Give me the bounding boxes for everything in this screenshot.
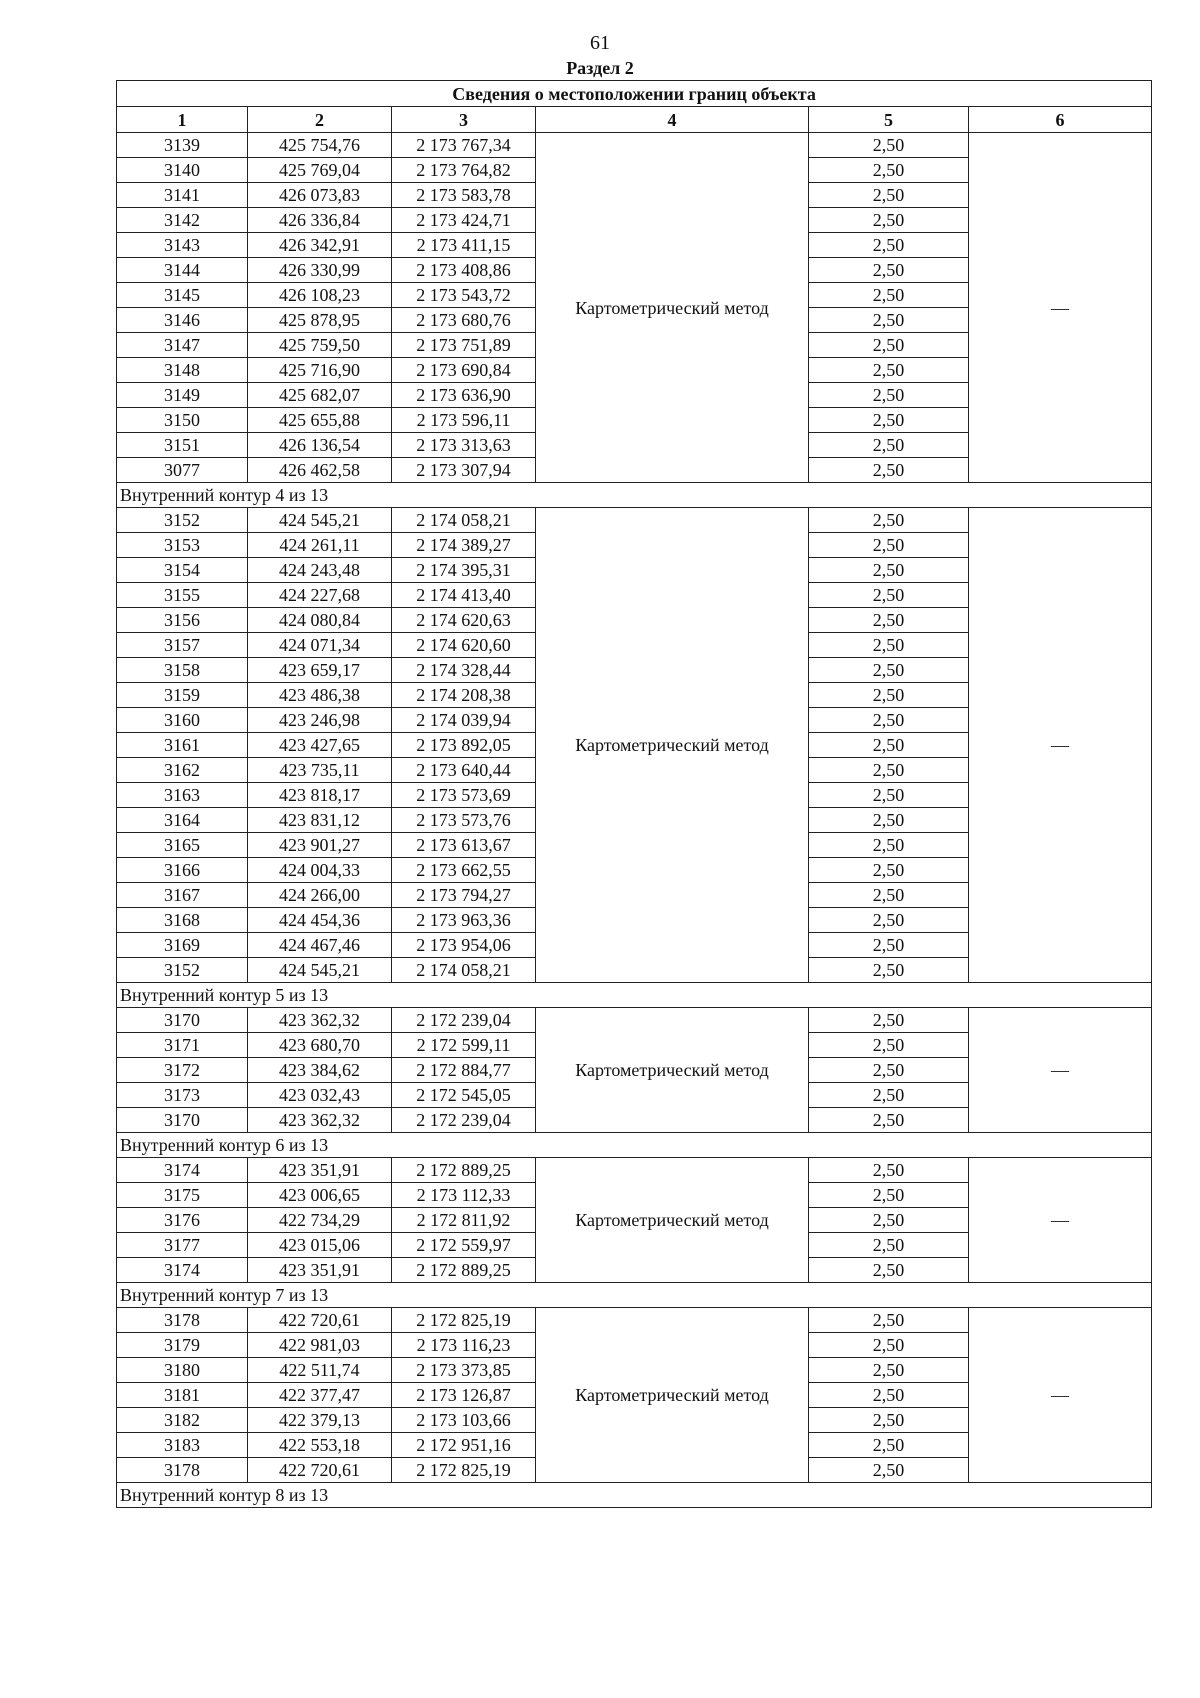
accuracy-value: 2,50 <box>809 1358 969 1383</box>
coordinate-y: 2 172 545,05 <box>392 1083 536 1108</box>
coordinate-y: 2 173 640,44 <box>392 758 536 783</box>
accuracy-value: 2,50 <box>809 133 969 158</box>
point-number: 3149 <box>117 383 248 408</box>
coordinate-x: 425 655,88 <box>248 408 392 433</box>
coordinate-y: 2 174 328,44 <box>392 658 536 683</box>
coordinate-x: 422 377,47 <box>248 1383 392 1408</box>
accuracy-value: 2,50 <box>809 608 969 633</box>
coordinate-x: 425 769,04 <box>248 158 392 183</box>
coordinate-y: 2 173 613,67 <box>392 833 536 858</box>
coordinate-y: 2 173 543,72 <box>392 283 536 308</box>
coordinate-x: 426 342,91 <box>248 233 392 258</box>
coordinate-x: 422 720,61 <box>248 1458 392 1483</box>
accuracy-value: 2,50 <box>809 583 969 608</box>
accuracy-value: 2,50 <box>809 933 969 958</box>
coordinate-y: 2 173 680,76 <box>392 308 536 333</box>
coordinate-x: 422 511,74 <box>248 1358 392 1383</box>
accuracy-value: 2,50 <box>809 433 969 458</box>
point-number: 3178 <box>117 1458 248 1483</box>
section-title: Раздел 2 <box>566 58 634 78</box>
coordinate-x: 422 553,18 <box>248 1433 392 1458</box>
coordinate-y: 2 174 389,27 <box>392 533 536 558</box>
point-number: 3154 <box>117 558 248 583</box>
coordinate-y: 2 172 559,97 <box>392 1233 536 1258</box>
column-6-value: — <box>969 1008 1152 1133</box>
coordinate-y: 2 173 313,63 <box>392 433 536 458</box>
point-number: 3150 <box>117 408 248 433</box>
coordinate-x: 422 734,29 <box>248 1208 392 1233</box>
accuracy-value: 2,50 <box>809 733 969 758</box>
accuracy-value: 2,50 <box>809 1333 969 1358</box>
accuracy-value: 2,50 <box>809 1383 969 1408</box>
point-number: 3156 <box>117 608 248 633</box>
accuracy-value: 2,50 <box>809 183 969 208</box>
coordinate-y: 2 172 889,25 <box>392 1158 536 1183</box>
coordinate-x: 426 108,23 <box>248 283 392 308</box>
accuracy-value: 2,50 <box>809 1233 969 1258</box>
coordinate-y: 2 173 411,15 <box>392 233 536 258</box>
accuracy-value: 2,50 <box>809 458 969 483</box>
accuracy-value: 2,50 <box>809 533 969 558</box>
point-number: 3146 <box>117 308 248 333</box>
accuracy-value: 2,50 <box>809 708 969 733</box>
coordinate-y: 2 174 058,21 <box>392 508 536 533</box>
table-row <box>117 508 1152 533</box>
point-number: 3145 <box>117 283 248 308</box>
contour-label-row <box>117 1283 1152 1308</box>
contour-label: Внутренний контур 8 из 13 <box>117 1483 1152 1508</box>
point-number: 3168 <box>117 908 248 933</box>
column-6-value: — <box>969 508 1152 983</box>
column-header: 2 <box>248 107 392 133</box>
point-number: 3178 <box>117 1308 248 1333</box>
coordinate-x: 423 032,43 <box>248 1083 392 1108</box>
coordinate-x: 425 716,90 <box>248 358 392 383</box>
point-number: 3173 <box>117 1083 248 1108</box>
point-number: 3174 <box>117 1158 248 1183</box>
coordinate-y: 2 173 596,11 <box>392 408 536 433</box>
coordinate-y: 2 173 892,05 <box>392 733 536 758</box>
table-row <box>117 1158 1152 1183</box>
point-number: 3142 <box>117 208 248 233</box>
point-number: 3167 <box>117 883 248 908</box>
coordinate-x: 423 831,12 <box>248 808 392 833</box>
coordinate-y: 2 172 825,19 <box>392 1458 536 1483</box>
table-row <box>117 1008 1152 1033</box>
coordinate-x: 425 754,76 <box>248 133 392 158</box>
accuracy-value: 2,50 <box>809 208 969 233</box>
point-number: 3163 <box>117 783 248 808</box>
point-number: 3177 <box>117 1233 248 1258</box>
accuracy-value: 2,50 <box>809 1208 969 1233</box>
coordinate-y: 2 173 112,33 <box>392 1183 536 1208</box>
accuracy-value: 2,50 <box>809 158 969 183</box>
column-header-row <box>117 107 1152 133</box>
coordinate-x: 424 071,34 <box>248 633 392 658</box>
page-number: 61 <box>590 32 610 54</box>
accuracy-value: 2,50 <box>809 858 969 883</box>
coordinate-y: 2 173 103,66 <box>392 1408 536 1433</box>
point-number: 3139 <box>117 133 248 158</box>
point-number: 3160 <box>117 708 248 733</box>
column-header: 3 <box>392 107 536 133</box>
accuracy-value: 2,50 <box>809 1308 969 1333</box>
coordinate-x: 426 462,58 <box>248 458 392 483</box>
coordinate-y: 2 174 620,60 <box>392 633 536 658</box>
coordinate-y: 2 173 751,89 <box>392 333 536 358</box>
accuracy-value: 2,50 <box>809 758 969 783</box>
coordinate-x: 423 362,32 <box>248 1008 392 1033</box>
column-header: 6 <box>969 107 1152 133</box>
accuracy-value: 2,50 <box>809 658 969 683</box>
coordinate-y: 2 173 573,76 <box>392 808 536 833</box>
coordinate-y: 2 174 620,63 <box>392 608 536 633</box>
point-number: 3172 <box>117 1058 248 1083</box>
contour-label-row <box>117 1483 1152 1508</box>
coordinate-x: 424 080,84 <box>248 608 392 633</box>
accuracy-value: 2,50 <box>809 633 969 658</box>
point-number: 3169 <box>117 933 248 958</box>
accuracy-value: 2,50 <box>809 783 969 808</box>
coordinate-x: 423 015,06 <box>248 1233 392 1258</box>
coordinate-y: 2 174 413,40 <box>392 583 536 608</box>
point-number: 3164 <box>117 808 248 833</box>
accuracy-value: 2,50 <box>809 833 969 858</box>
method-cell: Картометрический метод <box>536 1308 809 1483</box>
coordinate-x: 426 136,54 <box>248 433 392 458</box>
coordinate-y: 2 172 889,25 <box>392 1258 536 1283</box>
point-number: 3155 <box>117 583 248 608</box>
point-number: 3157 <box>117 633 248 658</box>
accuracy-value: 2,50 <box>809 958 969 983</box>
coordinate-y: 2 173 954,06 <box>392 933 536 958</box>
coordinate-y: 2 172 239,04 <box>392 1108 536 1133</box>
coordinate-x: 424 243,48 <box>248 558 392 583</box>
coordinate-x: 424 454,36 <box>248 908 392 933</box>
coordinate-y: 2 173 424,71 <box>392 208 536 233</box>
coordinate-x: 423 384,62 <box>248 1058 392 1083</box>
contour-label-row <box>117 483 1152 508</box>
coordinate-y: 2 173 116,23 <box>392 1333 536 1358</box>
coordinate-x: 426 336,84 <box>248 208 392 233</box>
accuracy-value: 2,50 <box>809 1458 969 1483</box>
coordinate-y: 2 173 636,90 <box>392 383 536 408</box>
accuracy-value: 2,50 <box>809 233 969 258</box>
coordinate-x: 422 379,13 <box>248 1408 392 1433</box>
accuracy-value: 2,50 <box>809 1058 969 1083</box>
accuracy-value: 2,50 <box>809 808 969 833</box>
coordinate-y: 2 174 395,31 <box>392 558 536 583</box>
coordinate-y: 2 174 039,94 <box>392 708 536 733</box>
point-number: 3147 <box>117 333 248 358</box>
point-number: 3165 <box>117 833 248 858</box>
column-6-value: — <box>969 133 1152 483</box>
coordinate-x: 423 735,11 <box>248 758 392 783</box>
point-number: 3077 <box>117 458 248 483</box>
table-row <box>117 1308 1152 1333</box>
coordinate-y: 2 173 307,94 <box>392 458 536 483</box>
point-number: 3171 <box>117 1033 248 1058</box>
coordinate-y: 2 173 662,55 <box>392 858 536 883</box>
coordinate-x: 422 981,03 <box>248 1333 392 1358</box>
point-number: 3144 <box>117 258 248 283</box>
accuracy-value: 2,50 <box>809 358 969 383</box>
point-number: 3183 <box>117 1433 248 1458</box>
accuracy-value: 2,50 <box>809 883 969 908</box>
coordinate-x: 424 266,00 <box>248 883 392 908</box>
contour-label: Внутренний контур 4 из 13 <box>117 483 1152 508</box>
coordinate-y: 2 172 884,77 <box>392 1058 536 1083</box>
coordinate-x: 424 545,21 <box>248 958 392 983</box>
coordinate-x: 424 227,68 <box>248 583 392 608</box>
coordinate-y: 2 174 208,38 <box>392 683 536 708</box>
contour-label: Внутренний контур 7 из 13 <box>117 1283 1152 1308</box>
accuracy-value: 2,50 <box>809 1183 969 1208</box>
coordinate-x: 425 682,07 <box>248 383 392 408</box>
coordinate-x: 423 486,38 <box>248 683 392 708</box>
point-number: 3152 <box>117 508 248 533</box>
coordinate-y: 2 172 951,16 <box>392 1433 536 1458</box>
accuracy-value: 2,50 <box>809 308 969 333</box>
point-number: 3148 <box>117 358 248 383</box>
accuracy-value: 2,50 <box>809 508 969 533</box>
coordinate-y: 2 173 963,36 <box>392 908 536 933</box>
accuracy-value: 2,50 <box>809 283 969 308</box>
point-number: 3151 <box>117 433 248 458</box>
column-6-value: — <box>969 1308 1152 1483</box>
coordinate-x: 423 680,70 <box>248 1033 392 1058</box>
method-cell: Картометрический метод <box>536 1158 809 1283</box>
accuracy-value: 2,50 <box>809 1083 969 1108</box>
point-number: 3179 <box>117 1333 248 1358</box>
accuracy-value: 2,50 <box>809 1033 969 1058</box>
point-number: 3162 <box>117 758 248 783</box>
coordinate-x: 423 427,65 <box>248 733 392 758</box>
point-number: 3166 <box>117 858 248 883</box>
coordinate-x: 423 351,91 <box>248 1258 392 1283</box>
point-number: 3170 <box>117 1008 248 1033</box>
accuracy-value: 2,50 <box>809 1258 969 1283</box>
point-number: 3170 <box>117 1108 248 1133</box>
table-title: Сведения о местоположении границ объекта <box>117 81 1152 107</box>
coordinate-y: 2 172 599,11 <box>392 1033 536 1058</box>
point-number: 3181 <box>117 1383 248 1408</box>
coordinate-x: 423 006,65 <box>248 1183 392 1208</box>
coordinate-x: 423 818,17 <box>248 783 392 808</box>
accuracy-value: 2,50 <box>809 408 969 433</box>
accuracy-value: 2,50 <box>809 683 969 708</box>
contour-label: Внутренний контур 6 из 13 <box>117 1133 1152 1158</box>
accuracy-value: 2,50 <box>809 1433 969 1458</box>
accuracy-value: 2,50 <box>809 1008 969 1033</box>
coordinate-x: 424 004,33 <box>248 858 392 883</box>
point-number: 3140 <box>117 158 248 183</box>
coordinate-y: 2 173 764,82 <box>392 158 536 183</box>
coordinate-y: 2 174 058,21 <box>392 958 536 983</box>
coordinate-x: 425 759,50 <box>248 333 392 358</box>
coordinate-y: 2 172 825,19 <box>392 1308 536 1333</box>
point-number: 3180 <box>117 1358 248 1383</box>
column-header: 5 <box>809 107 969 133</box>
coordinate-x: 426 073,83 <box>248 183 392 208</box>
coordinate-y: 2 173 767,34 <box>392 133 536 158</box>
coordinate-y: 2 173 126,87 <box>392 1383 536 1408</box>
coordinate-y: 2 173 408,86 <box>392 258 536 283</box>
point-number: 3174 <box>117 1258 248 1283</box>
coordinate-x: 424 467,46 <box>248 933 392 958</box>
accuracy-value: 2,50 <box>809 258 969 283</box>
coordinate-y: 2 173 690,84 <box>392 358 536 383</box>
point-number: 3143 <box>117 233 248 258</box>
accuracy-value: 2,50 <box>809 1108 969 1133</box>
coordinate-x: 423 362,32 <box>248 1108 392 1133</box>
point-number: 3159 <box>117 683 248 708</box>
point-number: 3152 <box>117 958 248 983</box>
point-number: 3153 <box>117 533 248 558</box>
coordinate-y: 2 173 573,69 <box>392 783 536 808</box>
point-number: 3176 <box>117 1208 248 1233</box>
coordinate-x: 423 246,98 <box>248 708 392 733</box>
accuracy-value: 2,50 <box>809 908 969 933</box>
coordinate-y: 2 173 373,85 <box>392 1358 536 1383</box>
coordinate-x: 423 659,17 <box>248 658 392 683</box>
point-number: 3161 <box>117 733 248 758</box>
coordinate-y: 2 172 239,04 <box>392 1008 536 1033</box>
method-cell: Картометрический метод <box>536 133 809 483</box>
accuracy-value: 2,50 <box>809 558 969 583</box>
coordinate-x: 423 901,27 <box>248 833 392 858</box>
coordinate-x: 425 878,95 <box>248 308 392 333</box>
coordinate-x: 423 351,91 <box>248 1158 392 1183</box>
method-cell: Картометрический метод <box>536 1008 809 1133</box>
coordinate-x: 422 720,61 <box>248 1308 392 1333</box>
boundary-table <box>116 80 1152 1508</box>
accuracy-value: 2,50 <box>809 383 969 408</box>
accuracy-value: 2,50 <box>809 333 969 358</box>
table-row <box>117 133 1152 158</box>
column-6-value: — <box>969 1158 1152 1283</box>
contour-label-row <box>117 983 1152 1008</box>
point-number: 3175 <box>117 1183 248 1208</box>
column-header: 4 <box>536 107 809 133</box>
contour-label-row <box>117 1133 1152 1158</box>
method-cell: Картометрический метод <box>536 508 809 983</box>
point-number: 3182 <box>117 1408 248 1433</box>
contour-label: Внутренний контур 5 из 13 <box>117 983 1152 1008</box>
point-number: 3158 <box>117 658 248 683</box>
coordinate-x: 424 545,21 <box>248 508 392 533</box>
column-header: 1 <box>117 107 248 133</box>
coordinate-y: 2 173 583,78 <box>392 183 536 208</box>
coordinate-x: 426 330,99 <box>248 258 392 283</box>
coordinate-x: 424 261,11 <box>248 533 392 558</box>
coordinate-y: 2 172 811,92 <box>392 1208 536 1233</box>
accuracy-value: 2,50 <box>809 1158 969 1183</box>
coordinate-y: 2 173 794,27 <box>392 883 536 908</box>
accuracy-value: 2,50 <box>809 1408 969 1433</box>
point-number: 3141 <box>117 183 248 208</box>
